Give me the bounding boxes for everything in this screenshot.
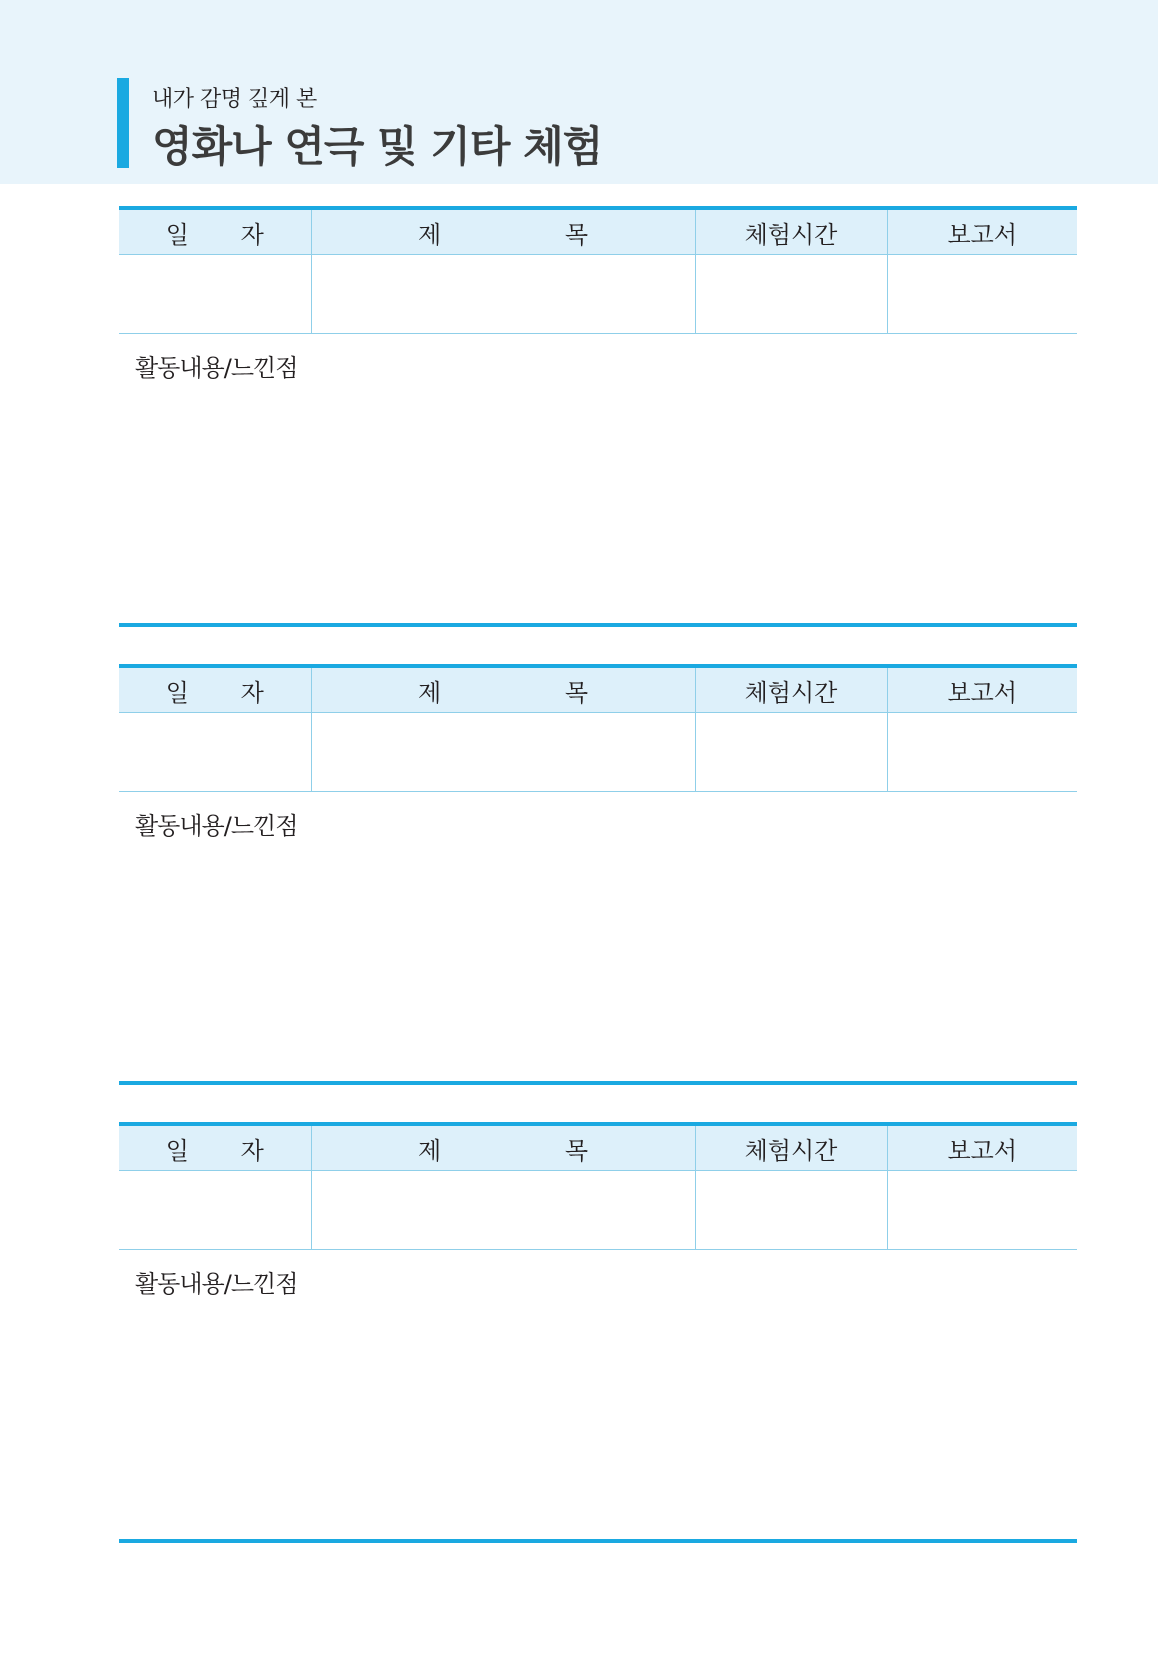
date-cell[interactable] [119, 255, 311, 334]
header-report: 보고서 [887, 210, 1077, 255]
duration-cell[interactable] [695, 713, 887, 792]
activity-block [119, 348, 1077, 627]
table-header-row [119, 1126, 1077, 1171]
header-duration: 체험시간 [695, 668, 887, 713]
header-report: 보고서 [887, 668, 1077, 713]
entry-table-wrap [119, 206, 1077, 334]
header-date: 일 자 [119, 668, 311, 713]
page-subtitle: 내가 감명 깊게 본 [152, 87, 317, 112]
activity-area[interactable] [119, 383, 1077, 623]
title-cell[interactable] [311, 1171, 695, 1250]
header-title: 제 목 [311, 668, 695, 713]
entry-table [119, 1126, 1077, 1250]
activity-block [119, 806, 1077, 1085]
entry-table-wrap [119, 1122, 1077, 1250]
date-cell[interactable] [119, 713, 311, 792]
accent-bar [117, 78, 129, 168]
duration-cell[interactable] [695, 255, 887, 334]
title-cell[interactable] [311, 255, 695, 334]
entry-section-1 [119, 206, 1077, 627]
activity-block [119, 1264, 1077, 1543]
entry-table [119, 668, 1077, 792]
header-duration: 체험시간 [695, 210, 887, 255]
report-cell[interactable] [887, 255, 1077, 334]
activity-area[interactable] [119, 841, 1077, 1081]
header-title: 제 목 [311, 210, 695, 255]
table-row [119, 1171, 1077, 1250]
entry-section-3 [119, 1122, 1077, 1543]
entry-section-2 [119, 664, 1077, 1085]
activity-label: 활동내용/느낀점 [135, 812, 298, 840]
entry-table [119, 210, 1077, 334]
activity-label: 활동내용/느낀점 [135, 354, 298, 382]
report-cell[interactable] [887, 1171, 1077, 1250]
header-title: 제 목 [311, 1126, 695, 1171]
entry-table-wrap [119, 664, 1077, 792]
header-duration: 체험시간 [695, 1126, 887, 1171]
date-cell[interactable] [119, 1171, 311, 1250]
table-header-row [119, 668, 1077, 713]
header-date: 일 자 [119, 210, 311, 255]
activity-area[interactable] [119, 1299, 1077, 1539]
page-title: 영화나 연극 및 기타 체험 [152, 122, 603, 171]
header-date: 일 자 [119, 1126, 311, 1171]
header-report: 보고서 [887, 1126, 1077, 1171]
activity-label: 활동내용/느낀점 [135, 1270, 298, 1298]
table-row [119, 255, 1077, 334]
table-header-row [119, 210, 1077, 255]
table-row [119, 713, 1077, 792]
title-cell[interactable] [311, 713, 695, 792]
duration-cell[interactable] [695, 1171, 887, 1250]
report-cell[interactable] [887, 713, 1077, 792]
